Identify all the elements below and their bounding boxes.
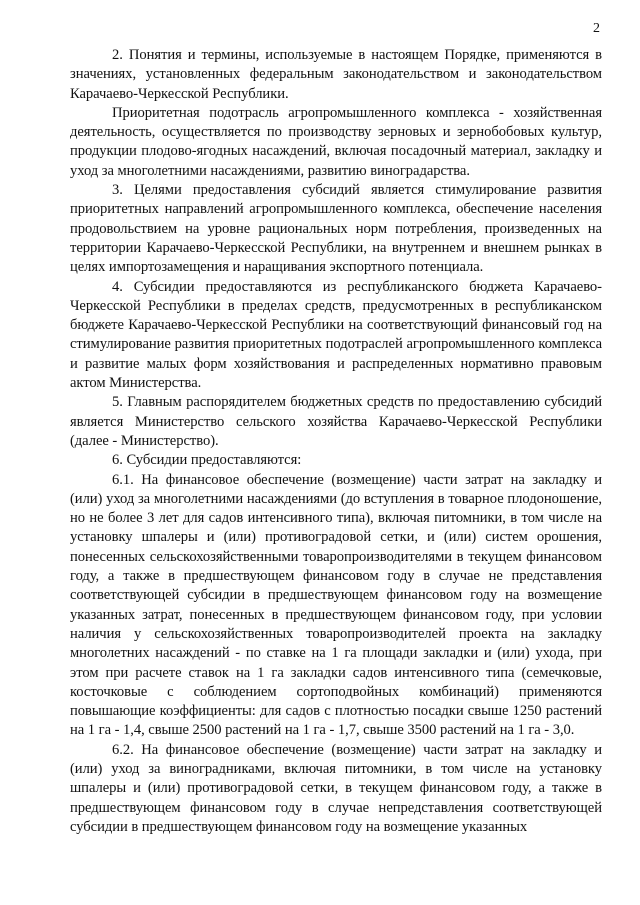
paragraph-5-main-manager: 5. Главным распорядителем бюджетных средств по предоставлению субсидий является Министерство сельского хозяйства Карачаево-Черкесской Республики (далее - Министерство). (70, 394, 602, 449)
paragraph-6-2-vineyards: 6.2. На финансовое обеспечение (возмещение) части затрат на закладку и (или) уход за виноградниками, включая питомники, в том числе на установку шпалеры и (или) противоградовой сетки, в текущем финансовом году, а также в предшествующем финансовом году в случае непредставления соответствующей субсидии в предшествующем финансовом году на возмещение указанных (70, 741, 602, 835)
document-body (70, 46, 602, 837)
paragraph-3-goals: 3. Целями предоставления субсидий является стимулирование развития приоритетных направлений агропромышленного комплекса, обеспечение населения продовольствием на уровне рациональных норм потребления, произведенных на территории Карачаево-Черкесской Республики, на внутреннем и внешнем рынках в целях импортозамещения и наращивания экспортного потенциала. (70, 182, 602, 276)
paragraph-4-budget-source: 4. Субсидии предоставляются из республиканского бюджета Карачаево-Черкесской Республики в пределах средств, предусмотренных в республиканском бюджете Карачаево-Черкесской Республики на соответствующий финансовый год на стимулирование развития приоритетных подотраслей агропромышленного комплекса и развитие малых форм хозяйствования и распределенных нормативно правовым актом Министерства. (70, 278, 602, 392)
paragraph-6-1-perennial-plantings: 6.1. На финансовое обеспечение (возмещение) части затрат на закладку и (или) уход за многолетними насаждениями (до вступления в товарное плодоношение, но не более 3 лет для садов интенсивного типа), включая питомники, в том числе на установку шпалеры и (или) противоградовой сетки, и (или) систем орошения, понесенных сельскохозяйственными товаропроизводителями в текущем финансовом году, а также в предшествующем финансовом году в случае не представления соответствующей субсидии в предшествующем финансовом году на возмещение указанных затрат, понесенных в предшествующем финансовом году, при условии наличия у сельскохозяйственных товаропроизводителей проекта на закладку многолетних насаждений - по ставке на 1 га площади закладки и (или) ухода, при этом при расчете ставок на 1 га закладки садов интенсивного типа (семечковые, косточковые с соблюдением сортоподвойных комбинаций) применяются повышающие коэффициенты: для садов с плотностью посадки свыше 1250 растений на 1 га - 1,4, свыше 2500 растений на 1 га - 1,7, свыше 3500 растений на 1 га - 3,0. (70, 471, 602, 739)
paragraph-2-terms: 2. Понятия и термины, используемые в настоящем Порядке, применяются в значениях, установленных федеральным законодательством и законодательством Карачаево-Черкесской Республики. (70, 47, 602, 102)
page-number: 2 (593, 21, 600, 36)
paragraph-6-subsidies: 6. Субсидии предоставляются: (112, 452, 302, 469)
paragraph-priority-subsector: Приоритетная подотрасль агропромышленного комплекса - хозяйственная деятельность, осуществляется по производству зерновых и зернобобовых культур, продукции плодово-ягодных насаждений, включая посадочный материал, закладку и уход за многолетними насаждениями, развитию виноградарства. (70, 104, 602, 179)
